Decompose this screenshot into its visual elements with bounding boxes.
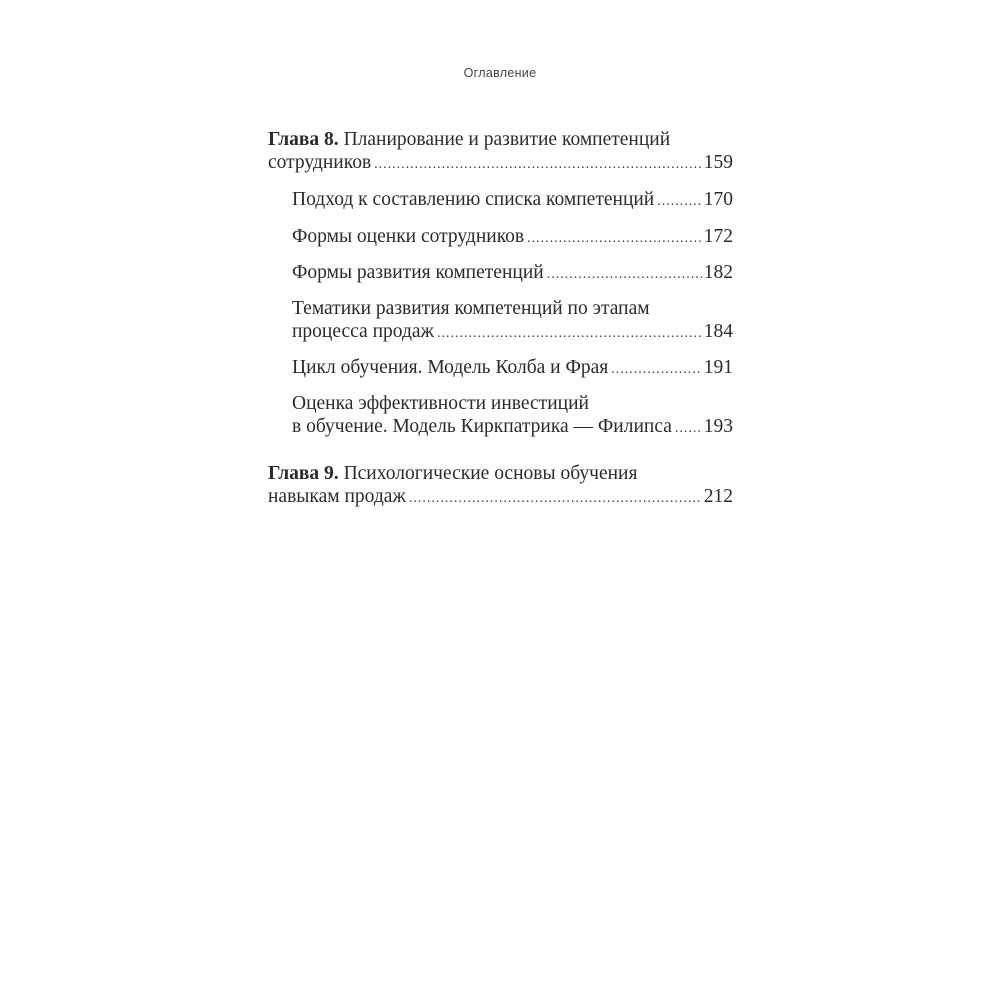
page-number: 159 xyxy=(703,152,733,173)
dot-leader xyxy=(675,417,702,440)
chapter-title-continued: сотрудников xyxy=(268,152,372,173)
page-number: 193 xyxy=(703,416,733,437)
table-of-contents xyxy=(268,128,733,510)
chapter-title: Психологические основы обучения xyxy=(338,463,638,484)
page-number: 212 xyxy=(703,486,733,507)
dot-leader xyxy=(611,358,702,381)
toc-section[interactable] xyxy=(268,356,733,381)
section-title: Тематики развития компетенций по этапам xyxy=(292,298,650,319)
page-number: 170 xyxy=(703,189,733,210)
dot-leader xyxy=(547,263,702,286)
toc-section[interactable] xyxy=(268,188,733,213)
toc-chapter-9[interactable] xyxy=(268,462,733,510)
dot-leader xyxy=(527,227,702,250)
page-number: 184 xyxy=(703,321,733,342)
toc-chapter-9-line2 xyxy=(268,485,733,510)
chapter-label: Глава 8. xyxy=(268,129,339,150)
section-title-continued: процесса продаж xyxy=(292,321,435,342)
toc-section[interactable] xyxy=(268,225,733,250)
chapter-title-continued: навыкам продаж xyxy=(268,486,406,507)
dot-leader xyxy=(657,190,702,213)
dot-leader xyxy=(409,487,702,510)
toc-chapter-9-line1 xyxy=(268,462,733,485)
page-number: 191 xyxy=(703,357,733,378)
section-title: Формы оценки сотрудников xyxy=(292,226,525,247)
chapter-title: Планирование и развитие компетенций xyxy=(338,129,671,150)
section-title-continued: в обучение. Модель Киркпатрика — Филипса xyxy=(292,416,672,437)
toc-section[interactable] xyxy=(268,392,733,440)
toc-chapter-8[interactable] xyxy=(268,128,733,176)
section-title: Формы развития компетенций xyxy=(292,262,544,283)
toc-chapter-8-line2 xyxy=(268,151,733,176)
section-title: Подход к составлению списка компетенций xyxy=(292,189,655,210)
dot-leader xyxy=(437,322,702,345)
running-head-title: Оглавление xyxy=(463,66,537,80)
section-title: Цикл обучения. Модель Колба и Фрая xyxy=(292,357,609,378)
toc-chapter-8-line1 xyxy=(268,128,733,151)
section-title: Оценка эффективности инвестиций xyxy=(292,393,589,414)
page-number: 182 xyxy=(703,262,733,283)
toc-section[interactable] xyxy=(268,297,733,345)
page-number: 172 xyxy=(703,226,733,247)
chapter-label: Глава 9. xyxy=(268,463,339,484)
dot-leader xyxy=(374,153,702,176)
toc-section[interactable] xyxy=(268,261,733,286)
